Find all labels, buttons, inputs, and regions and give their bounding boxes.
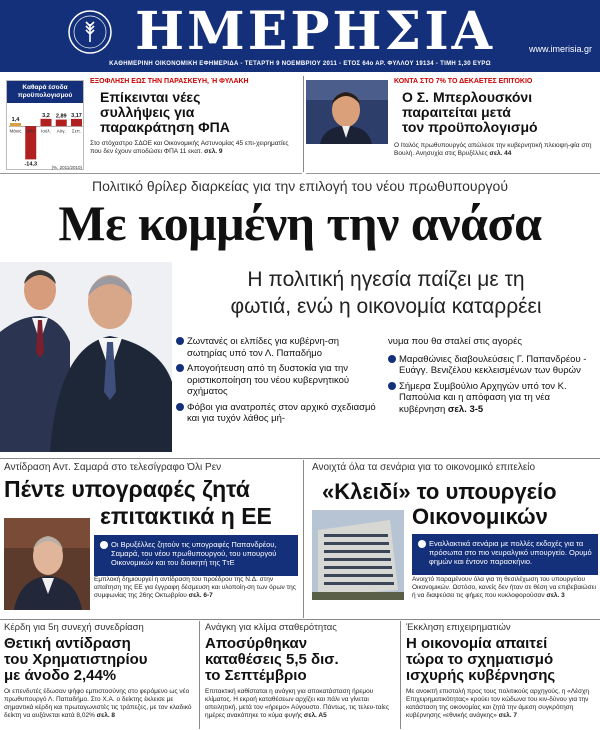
- teaser-left-ref: σελ. 9: [204, 148, 223, 155]
- chart-footnote: (%, 2011/2010): [51, 165, 82, 170]
- teaser-right-headline-3: τον προϋπολογισμό: [402, 119, 538, 135]
- masthead-subline: ΚΑΘΗΜΕΡΙΝΗ ΟΙΚΟΝΟΜΙΚΗ ΕΦΗΜΕΡΙΔΑ - ΤΕΤΑΡΤΗ 9 ΝΟΕΜΒΡΙΟΥ 2011 - ΕΤΟΣ 64ο ΑΡ. ΦΥΛΛΟΥ 19134 - ΤΙΜΗ 1,30 ΕΥΡΩ: [109, 61, 491, 67]
- ministry-building-photo: [312, 510, 404, 600]
- teaser-berlusconi: [306, 74, 600, 174]
- chart-bar: [56, 120, 67, 127]
- main-bullet-continuation: νυμα που θα σταλεί στις αγορές: [388, 336, 522, 347]
- mid-right-headline-1: «Κλειδί» το υπουργείο: [322, 479, 557, 504]
- masthead-website[interactable]: www.imerisia.gr: [528, 44, 592, 54]
- main-bullet-text: Σήμερα Συμβούλιο Αρχηγών υπό τον Κ. Παπούλια και η απόφαση για τη νέα κυβέρνηση: [399, 380, 567, 415]
- chart-value-label: 1,4: [11, 117, 20, 124]
- main-headline: Με κομμένη την ανάσα: [58, 195, 542, 251]
- teaser-vat-arrests: [0, 74, 302, 174]
- bullet-icon: [176, 364, 184, 372]
- mid-left-headline-1: Πέντε υπογραφές ζητά: [4, 476, 250, 502]
- bullet-icon: [388, 355, 396, 363]
- main-bullet-text: Ζωντανές οι ελπίδες για κυβέρνη-ση σωτηρίας υπό τον Λ. Παπαδήμο: [187, 336, 340, 359]
- mid-left-ref: σελ. 6-7: [188, 592, 213, 599]
- main-divider: [0, 458, 600, 459]
- masthead-title: ΗΜΕΡΗΣΙΑ: [135, 1, 495, 62]
- bottom-3-kicker: Έκκληση επιχειρηματιών: [406, 622, 511, 633]
- leaders-photo: [0, 262, 172, 452]
- teaser-right-headline-1: Ο Σ. Μπερλουσκόνι: [402, 89, 533, 105]
- main-bullet: [176, 363, 378, 398]
- chart-bar: [10, 123, 21, 126]
- rehn-photo: [4, 518, 90, 610]
- bullet-icon: [418, 540, 426, 548]
- bottom-1-headline-1: Θετική αντίδραση: [4, 635, 131, 652]
- main-bullet: [388, 381, 596, 416]
- mid-right-body-text: Ανοιχτό παραμένουν όλα για τη θεσιλέχωση του υπουργείου Οικονομικών. Ωστόσο, κανείς δεν ήταν σε θέση να επιβεβαιώσει ή να διαψεύσει τις φήμες που κυκλοφορούσαν: [412, 576, 596, 599]
- mid-right-headline-2: Οικονομικών: [412, 504, 548, 529]
- main-subheadline-line-1: Η πολιτική ηγεσία παίζει με τη: [247, 268, 525, 291]
- main-bullet: [176, 402, 378, 425]
- bottom-divider-2: [400, 621, 401, 729]
- bottom-2-body-text: Επιτακτική καθίσταται η ανάγκη για αποκατάσταση ήρεμου κλίματος. Η εκροή καταθέσεων αρχίζει και πάλι να γίνεται απειλητική, μετά τον «ήρεμο» Αύγουστο. Πάντως, τις τελευ-ταίες ημέρες ανακόπηκε το κύμα φυγής: [205, 688, 390, 719]
- bottom-3-headline-2: τώρα το σχηματισμό: [406, 651, 554, 668]
- bottom-2-headline: [205, 636, 395, 684]
- chart-category-label: Ιούλ.: [41, 128, 51, 134]
- bullet-icon: [176, 403, 184, 411]
- bottom-2-ref: σελ. Α5: [303, 712, 327, 719]
- teaser-left-headline-1: Επίκεινται νέες: [100, 89, 201, 105]
- wheat-seal-icon: [66, 8, 114, 56]
- teaser-right-kicker: ΚΟΝΤΑ ΣΤΟ 7% ΤΟ ΔΕΚΑΕΤΕΣ ΕΠΙΤΟΚΙΟ: [394, 78, 533, 85]
- mid-right-kicker: Ανοιχτά όλα τα σενάρια για το οικονομικό επιτελείο: [312, 462, 536, 473]
- bottom-1-headline-2: του Χρηματιστηρίου: [4, 651, 148, 668]
- teaser-right-body: [394, 142, 596, 158]
- main-subheadline: [176, 266, 596, 320]
- main-ref: σελ. 3-5: [447, 403, 484, 415]
- chart-value-label: -14,3: [24, 161, 38, 168]
- bottom-2-headline-1: Αποσύρθηκαν: [205, 635, 308, 652]
- main-bullets-right: [388, 336, 596, 419]
- mid-right-body: [412, 576, 598, 600]
- mid-right-bullets: [412, 534, 598, 575]
- main-bullet: [176, 336, 378, 359]
- teaser-right-body-text: Ο Ιταλός πρωθυπουργός απώλεσε την κυβερνητική πλειοψη-φία στη Βουλή. Ανησυχία στις Βρυξέλλες: [394, 142, 592, 157]
- teaser-left-headline-3: παρακράτηση ΦΠΑ: [100, 119, 230, 135]
- bottom-divider-1: [199, 621, 200, 729]
- teaser-left-body-text: Στο στόχαστρο ΣΔΟΕ και Οικονομικής Αστυνομίας 45 επι-χειρηματίες που δεν έχουν αποδώσει ΦΠΑ 11 εκατ.: [90, 140, 289, 155]
- bottom-3-ref: σελ. 7: [498, 712, 518, 719]
- top-divider: [303, 76, 304, 172]
- mid-left-bullet: [100, 540, 292, 567]
- bottom-3-body-text: Με ανοικτή επιστολή προς τους πολιτικούς αρχηγούς, η «Λέσχη Επιχειρηματικότητας» κρούει τον κώδωνα του κιν-δύνου για την κατάσταση της οικονομίας και ζητά την άμεση συγκρότηση κυβέρνησης «εθνικής ανάγκης»: [406, 688, 590, 719]
- bottom-2-body: [205, 688, 395, 720]
- chart-bar: [71, 119, 82, 126]
- revenue-chart: [6, 80, 84, 170]
- mid-left-kicker: Αντίδραση Αντ. Σαμαρά στο τελεσίγραφο Όλι Ρεν: [4, 462, 222, 473]
- mid-left-bullet-text: Οι Βρυξέλλες ζητούν τις υπογραφές Παπανδρέου, Σαμαρά, του νέου πρωθυπουργού, του υπουργού Οικονομικών και του διοικητή της ΤτΕ: [111, 540, 277, 567]
- bullet-icon: [388, 382, 396, 390]
- bottom-divider: [0, 619, 600, 620]
- bottom-2-headline-2: καταθέσεις 5,5 δισ.: [205, 651, 339, 668]
- chart-bar: [41, 119, 52, 126]
- bottom-1-body: [4, 688, 194, 720]
- bottom-1-headline: [4, 636, 194, 684]
- chart-value-label: 3,2: [42, 112, 50, 119]
- bottom-3-body: [406, 688, 598, 720]
- bottom-3-headline: [406, 636, 598, 684]
- masthead: [0, 0, 600, 72]
- bottom-2-headline-3: το Σεπτέμβριο: [205, 667, 307, 684]
- mid-divider: [303, 460, 304, 618]
- bottom-3-headline-1: Η οικονομία απαιτεί: [406, 635, 548, 652]
- chart-title: Καθαρά έσοδα προϋπολογισμού: [7, 81, 83, 103]
- teaser-left-headline-2: συλλήψεις για: [100, 104, 195, 120]
- main-bullet: [388, 354, 596, 377]
- bottom-1-kicker: Κέρδη για 5η συνεχή συνεδρίαση: [4, 622, 144, 633]
- mid-right-ref: σελ. 3: [546, 592, 565, 599]
- bottom-1-body-text: Οι επενδυτές έδωσαν ψήφο εμπιστοσύνης στο φερόμενο ως νέο πρωθυπουργό Λ. Παπαδήμο. Στο Χ.Α. ο δείκτης έκλεισε με σημαντικά κέρδη και πρωταγωνιστές τις τράπεζες, με τον κλαδικό δείκτη να αυξάνεται κατά 8,02%: [4, 688, 192, 719]
- mid-left-body-text: Εμπλοκή δημιουργεί η αντίδραση του προέδρου της Ν.Δ. στην απαίτηση της ΕΕ για έγγραφη δέσμευση και υλοποίη-ση των όρων της συμφωνίας της 26ης Οκτωβρίου: [94, 576, 296, 599]
- teaser-right-headline-2: παραιτείται μετά: [402, 104, 511, 120]
- chart-category-label: Μάιος: [9, 128, 22, 134]
- bottom-1-ref: σελ. 8: [96, 712, 116, 719]
- mid-left-body: [94, 576, 300, 600]
- bottom-3-headline-3: ισχυρής κυβέρνησης: [406, 667, 556, 684]
- mid-left-bullets: [94, 535, 298, 576]
- main-bullet-text: Μαραθώνιες διαβουλεύσεις Γ. Παπανδρέου - Ευάγγ. Βενιζέλου κεκλεισμένων των θυρών: [399, 353, 587, 376]
- berlusconi-photo: [306, 80, 388, 144]
- chart-category-label: Αύγ.: [56, 128, 66, 134]
- teaser-right-ref: σελ. 44: [489, 150, 512, 157]
- bullet-icon: [100, 541, 108, 549]
- main-bullet-text: Φόβοι για ανατροπές στον αρχικό σχεδιασμό και για τυχόν λάθος μή-: [187, 401, 376, 424]
- chart-value-label: 2,89: [55, 113, 67, 120]
- chart-value-label: 3,17: [71, 112, 82, 119]
- teaser-left-body: [90, 140, 295, 156]
- main-kicker: Πολιτικό θρίλερ διαρκείας για την επιλογή του νέου πρωθυπουργού: [92, 178, 508, 194]
- chart-category-label: Ιούν.: [25, 128, 36, 134]
- mid-right-bullet: [418, 539, 592, 566]
- main-bullet-text: Απογοήτευση από τη δυστοκία για την οριστικοποίηση του νέου κυβερνητικού σχήματος: [187, 363, 350, 397]
- bottom-1-headline-3: με άνοδο 2,44%: [4, 667, 117, 684]
- mid-left-headline-2: επιτακτικά η ΕΕ: [100, 503, 272, 529]
- chart-plot: [7, 103, 85, 171]
- teaser-left-kicker: ΕΞΟΦΛΗΣΗ ΕΩΣ ΤΗΝ ΠΑΡΑΣΚΕΥΗ, Ή ΦΥΛΑΚΗ: [90, 78, 249, 85]
- main-subheadline-line-2: φωτιά, ενώ η οικονομία καταρρέει: [230, 295, 542, 318]
- mid-right-bullet-text: Εναλλακτικά σενάρια με πολλές εκδοχές για τα πρόσωπα στο πιο νευραλγικό υπουργείο. Ορυμό φημών και έντονο παρασκήνιο.: [429, 539, 592, 566]
- main-bullets-left: [176, 336, 378, 429]
- bottom-2-kicker: Ανάγκη για κλίμα σταθερότητας: [205, 622, 337, 633]
- bullet-icon: [176, 337, 184, 345]
- chart-category-label: Σεπ.: [71, 128, 82, 134]
